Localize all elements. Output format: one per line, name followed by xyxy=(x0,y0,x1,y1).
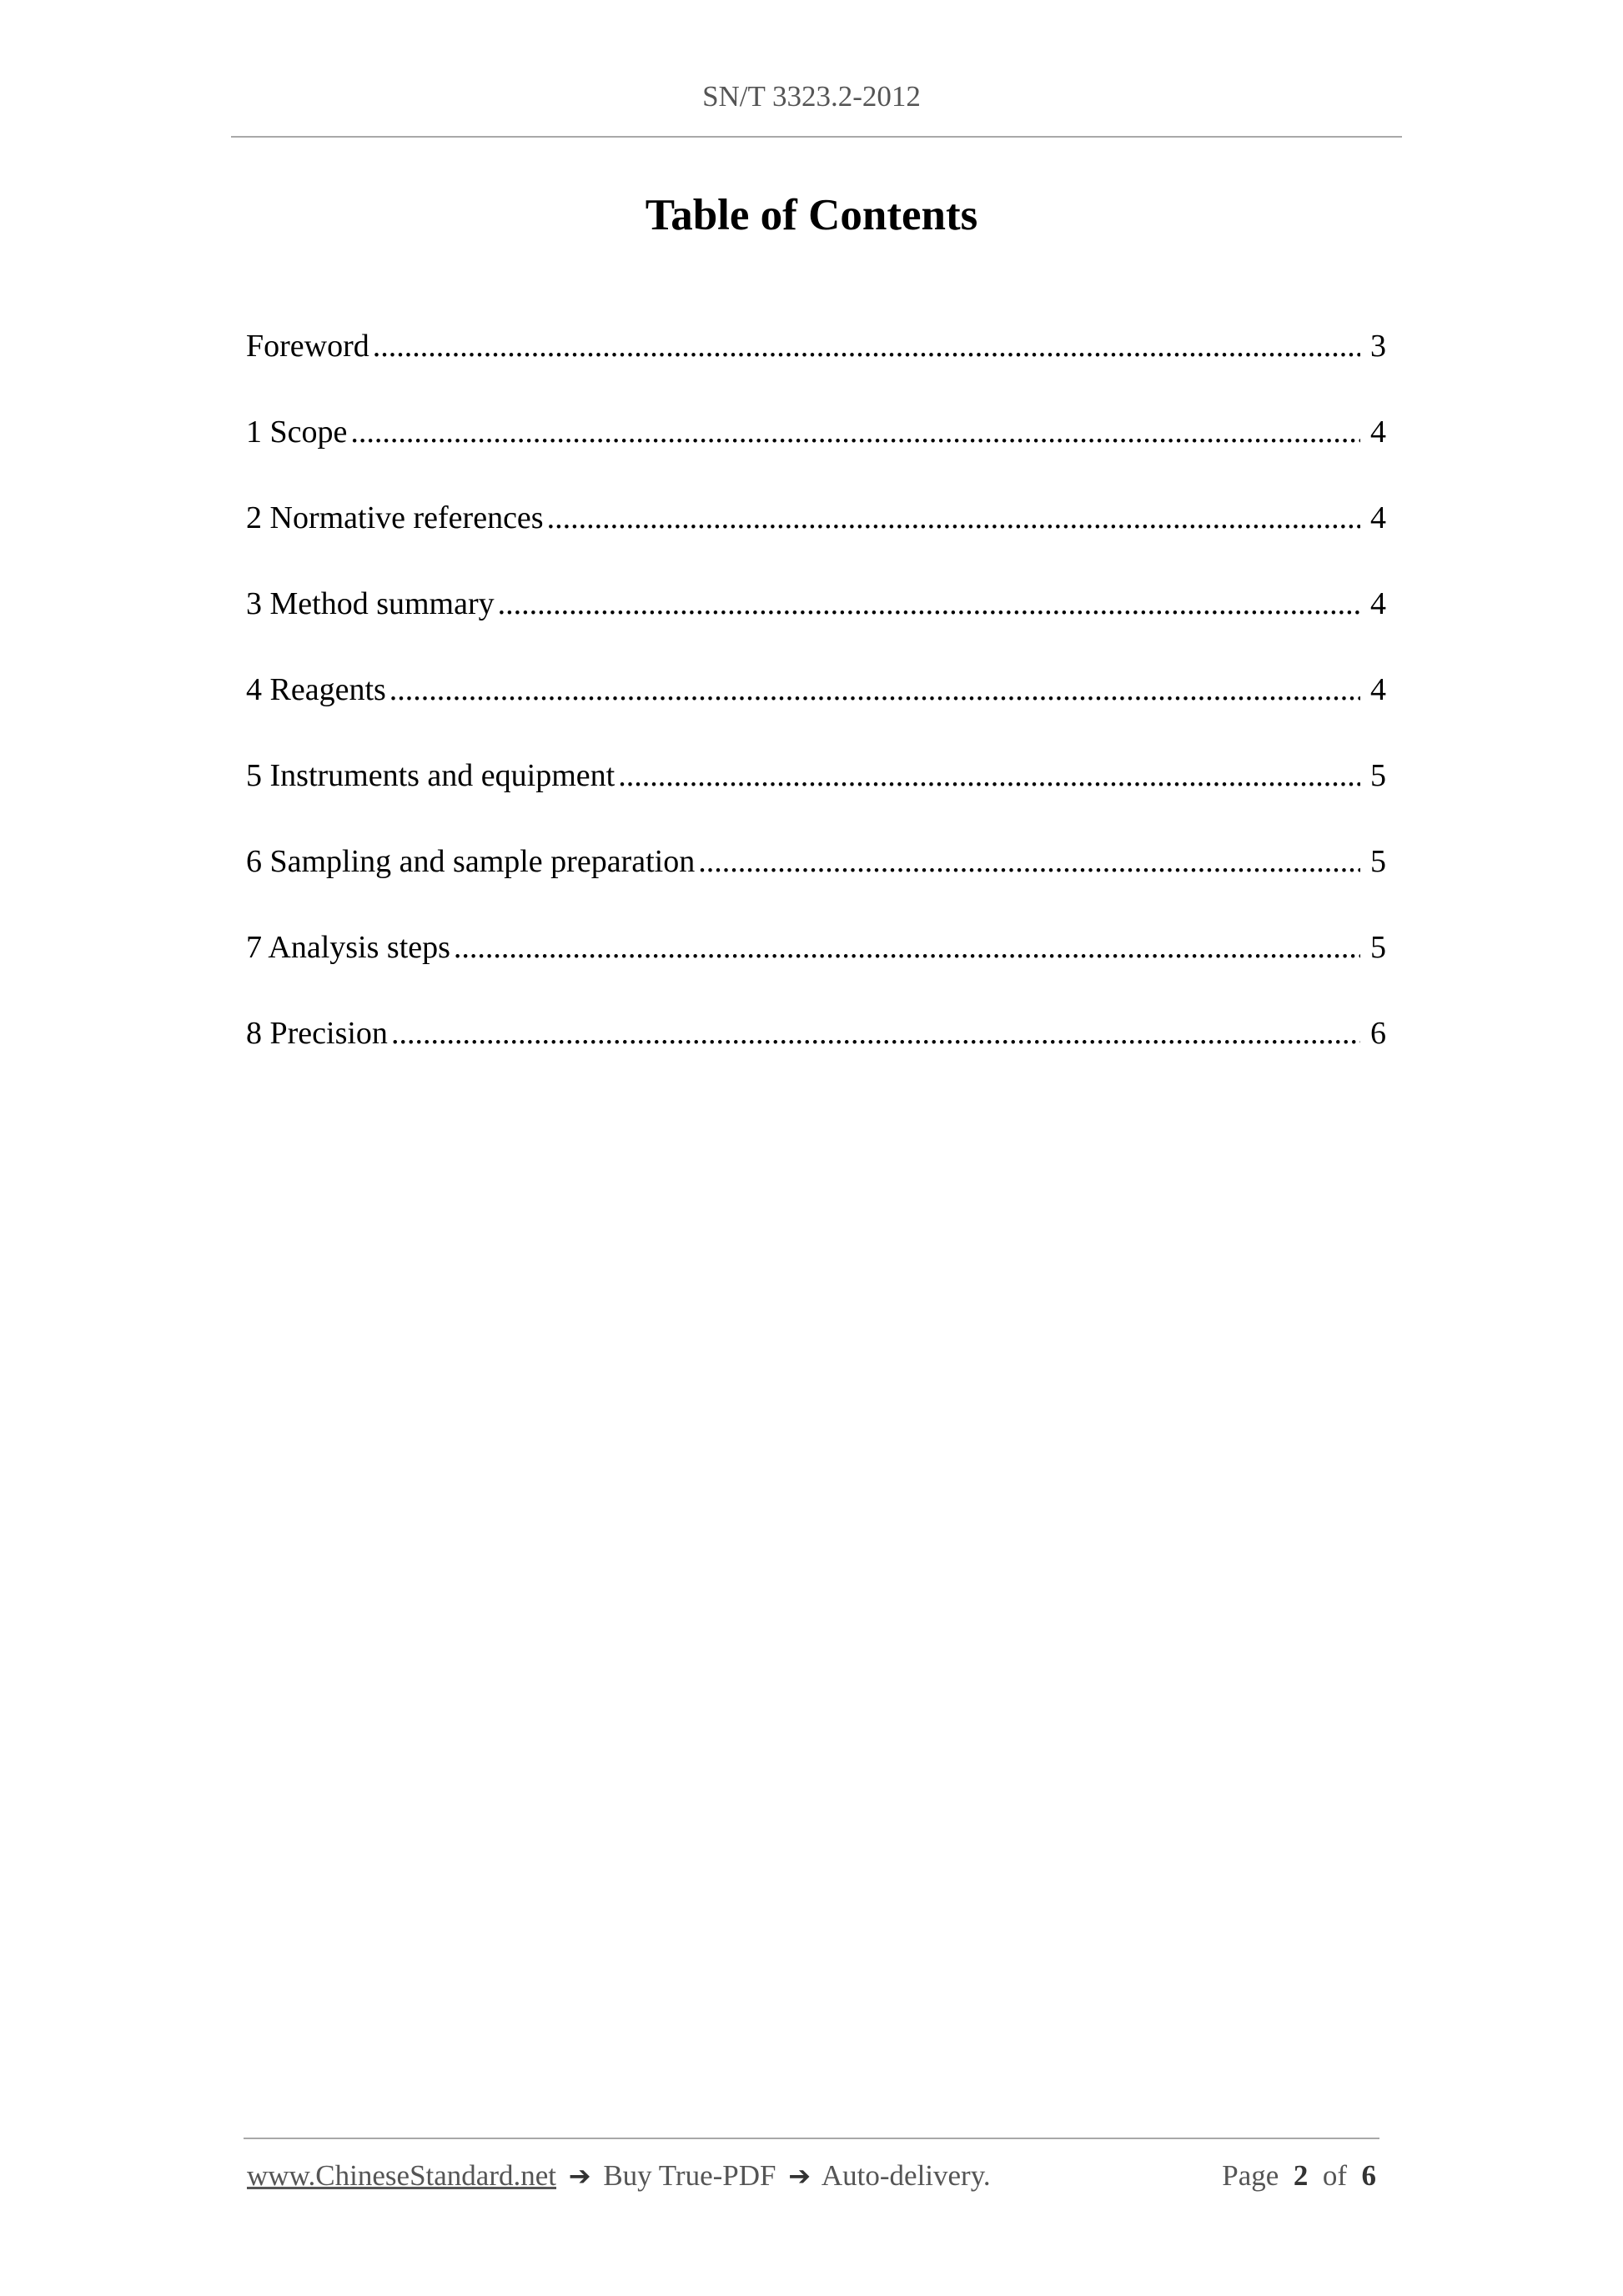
current-page-number: 2 xyxy=(1293,2159,1309,2192)
toc-entry-method-summary[interactable] xyxy=(246,579,1386,665)
dot-leader xyxy=(389,665,1360,715)
toc-entry-label: 2 Normative references xyxy=(246,500,544,535)
toc-entry-normative-references[interactable] xyxy=(246,493,1386,579)
toc-entry-page: 4 xyxy=(1370,414,1386,450)
buy-true-pdf-text: Buy True-PDF xyxy=(603,2159,776,2192)
dot-leader xyxy=(454,922,1360,972)
toc-entry-sampling[interactable] xyxy=(246,837,1386,922)
toc-entry-scope[interactable] xyxy=(246,407,1386,493)
toc-entry-label: 5 Instruments and equipment xyxy=(246,758,616,793)
toc-entry-label: 3 Method summary xyxy=(246,586,495,621)
toc-entry-label: Foreword xyxy=(246,329,369,364)
toc-entry-page: 4 xyxy=(1370,672,1386,707)
right-arrow-icon: ➔ xyxy=(788,2160,812,2192)
dot-leader xyxy=(391,1008,1360,1058)
right-arrow-icon: ➔ xyxy=(568,2160,591,2192)
page-word: Page xyxy=(1222,2159,1279,2192)
toc-entry-page: 4 xyxy=(1370,500,1386,535)
toc-entry-analysis-steps[interactable] xyxy=(246,922,1386,1008)
toc-entry-precision[interactable] xyxy=(246,1008,1386,1094)
auto-delivery-text: Auto-delivery. xyxy=(821,2159,991,2192)
of-word: of xyxy=(1322,2159,1347,2192)
page-footer xyxy=(247,2159,1376,2193)
toc-entry-instruments[interactable] xyxy=(246,751,1386,837)
footer-divider xyxy=(244,2138,1379,2139)
toc-entry-page: 3 xyxy=(1370,329,1386,364)
toc-entry-page: 5 xyxy=(1370,930,1386,965)
dot-leader xyxy=(498,579,1360,629)
toc-entry-label: 4 Reagents xyxy=(246,672,386,707)
dot-leader xyxy=(698,837,1360,887)
toc-entry-foreword[interactable] xyxy=(246,321,1386,407)
site-link[interactable]: www.ChineseStandard.net xyxy=(247,2159,556,2192)
toc-entry-label: 6 Sampling and sample preparation xyxy=(246,844,696,879)
dot-leader xyxy=(350,407,1360,457)
toc-entry-page: 5 xyxy=(1370,844,1386,879)
toc-entry-reagents[interactable] xyxy=(246,665,1386,751)
toc-entry-label: 8 Precision xyxy=(246,1016,388,1051)
toc-entry-label: 1 Scope xyxy=(246,414,348,450)
footer-promo xyxy=(247,2159,991,2193)
dot-leader xyxy=(373,321,1360,371)
toc-entry-page: 4 xyxy=(1370,586,1386,621)
page-indicator xyxy=(1222,2159,1376,2193)
page-title: Table of Contents xyxy=(645,191,978,239)
dot-leader xyxy=(547,493,1360,543)
toc-list xyxy=(246,321,1386,1094)
dot-leader xyxy=(618,751,1360,801)
toc-entry-label: 7 Analysis steps xyxy=(246,930,450,965)
document-code: SN/T 3323.2-2012 xyxy=(702,80,921,113)
header-divider xyxy=(231,136,1402,138)
total-pages-number: 6 xyxy=(1361,2159,1376,2192)
toc-entry-page: 5 xyxy=(1370,758,1386,793)
toc-entry-page: 6 xyxy=(1370,1016,1386,1051)
